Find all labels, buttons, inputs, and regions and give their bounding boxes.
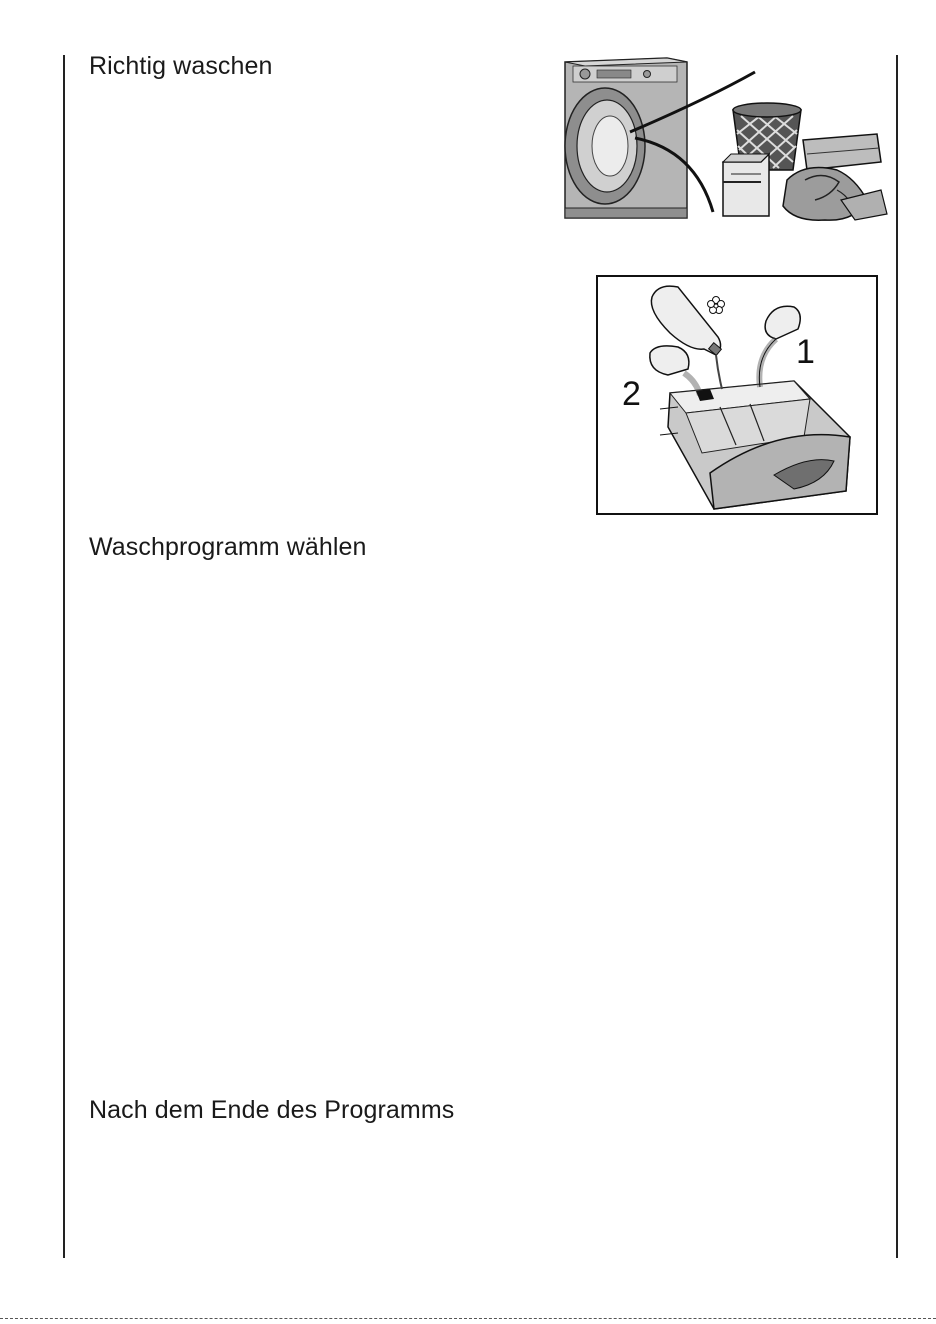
- section-heading-waschprogramm-waehlen: Waschprogramm wählen: [89, 533, 367, 561]
- section-heading-nach-dem-ende: Nach dem Ende des Programms: [89, 1096, 455, 1124]
- compartment-label-1: 1: [796, 333, 815, 371]
- detergent-drawer-illustration: [596, 275, 878, 515]
- washing-machine-laundry-illustration: [555, 50, 895, 228]
- compartment-label-2: 2: [622, 375, 641, 413]
- section-heading-richtig-waschen: Richtig waschen: [89, 52, 273, 80]
- left-margin-rule: [63, 55, 65, 1258]
- page-cut-line: [0, 1318, 936, 1319]
- right-margin-rule: [896, 55, 898, 1258]
